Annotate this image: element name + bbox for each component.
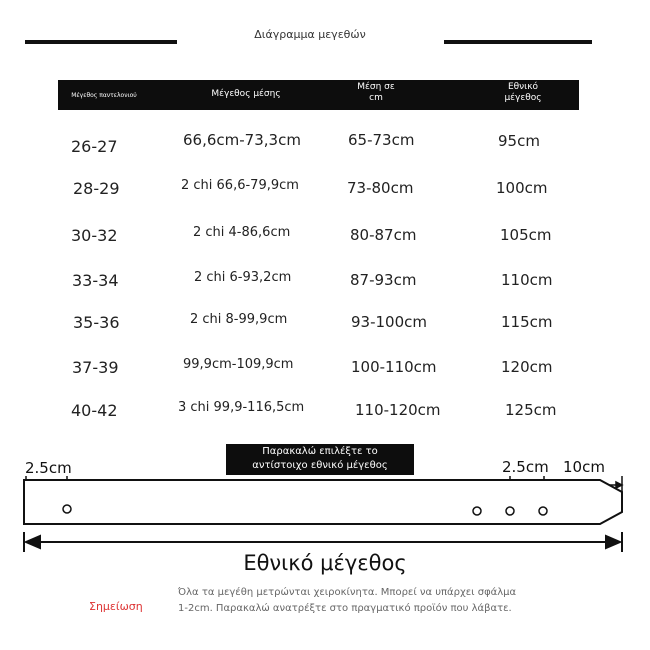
pants-size-cell: 37-39 [72,358,119,377]
waist-cm-cell: 65-73cm [348,131,415,149]
total-dim-arrow-end [606,536,620,548]
waist-size-cell: 2 chi 8-99,9cm [190,312,288,327]
national-size-cell: 120cm [501,358,553,376]
header-waist-cm: Μέση σε cm [357,82,395,103]
page-title: Διάγραμμα μεγεθών [254,28,366,41]
national-size-cell: 100cm [496,179,548,197]
total-dim-arrow-start [26,536,40,548]
waist-cm-cell: 110-120cm [355,401,441,419]
waist-size-cell: 3 chi 99,9-116,5cm [178,400,305,415]
pants-size-cell: 33-34 [72,271,119,290]
waist-size-cell: 66,6cm-73,3cm [183,131,301,149]
left-dim-label: 2.5cm [25,459,72,477]
note-text: Όλα τα μεγέθη μετρώνται χειροκίνητα. Μπορεί να υπάρχει σφάλμα 1-2cm. Παρακαλώ ανατρέξτε στο πραγματικό προϊόν που λάβατε. [178,587,517,614]
waist-size-cell: 2 chi 66,6-79,9cm [181,178,299,193]
waist-cm-cell: 80-87cm [350,226,417,244]
waist-cm-cell: 73-80cm [347,179,414,197]
belt-hole [539,507,547,515]
belt-hole [473,507,481,515]
national-size-cell: 125cm [505,401,557,419]
buckle-hole [63,505,71,513]
national-size-cell: 115cm [501,313,553,331]
national-size-cell: 95cm [498,132,540,150]
note-label: Σημείωση [89,600,143,613]
belt-strap [24,480,622,524]
waist-cm-cell: 87-93cm [350,271,417,289]
waist-size-cell: 99,9cm-109,9cm [183,357,294,372]
tip-dim-arrow-end [616,482,622,488]
tip-length-label: 10cm [563,458,605,476]
select-size-banner: Παρακαλώ επιλέξτε το αντίστοιχο εθνικό μέγεθος [226,444,414,475]
pants-size-cell: 35-36 [73,313,120,332]
belt-hole [506,507,514,515]
pants-size-cell: 40-42 [71,401,118,420]
pants-size-cell: 30-32 [71,226,118,245]
total-length-label: Εθνικό μέγεθος [243,551,407,575]
header-waist-size: Μέγεθος μέσης [211,89,281,99]
header-pants-size: Μέγεθος παντελονιού [71,92,137,99]
waist-size-cell: 2 chi 4-86,6cm [193,225,291,240]
waist-cm-cell: 100-110cm [351,358,437,376]
waist-size-cell: 2 chi 6-93,2cm [194,270,292,285]
header-national-size: Εθνικό μέγεθος [504,82,542,103]
national-size-cell: 105cm [500,226,552,244]
hole-spacing-label: 2.5cm [502,458,549,476]
pants-size-cell: 28-29 [73,179,120,198]
pants-size-cell: 26-27 [71,137,118,156]
national-size-cell: 110cm [501,271,553,289]
waist-cm-cell: 93-100cm [351,313,427,331]
